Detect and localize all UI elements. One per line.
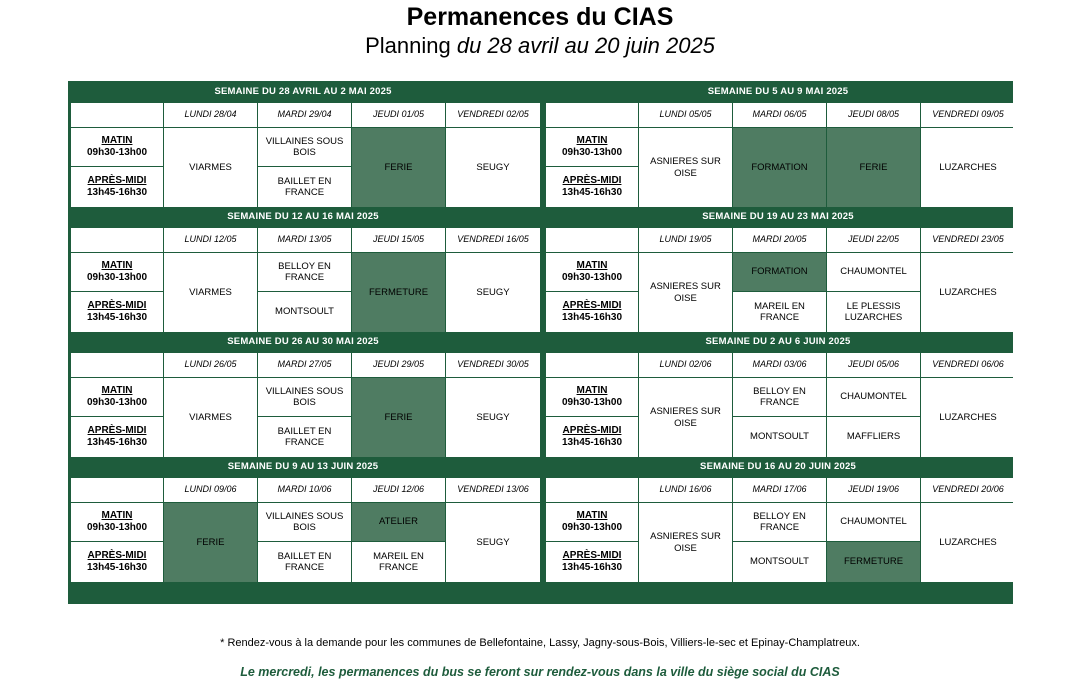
wednesday-note: Le mercredi, les permanences du bus se feront sur rendez-vous dans la ville du siège social du CIAS bbox=[240, 665, 840, 679]
empty-corner-cell bbox=[546, 228, 638, 252]
schedule-cell: VIARMES bbox=[164, 253, 257, 332]
afternoon-slot bbox=[546, 417, 638, 457]
afternoon-location: MONTSOULT bbox=[258, 292, 351, 332]
schedule-cell: FORMATION bbox=[733, 128, 826, 207]
day-header: MARDI 10/06 bbox=[258, 478, 351, 502]
morning-label: MATIN bbox=[101, 385, 133, 396]
morning-location: BELLOY EN FRANCE bbox=[733, 378, 826, 416]
day-header: JEUDI 15/05 bbox=[352, 228, 445, 252]
week-block bbox=[543, 456, 1013, 581]
schedule-cell: ASNIERES SUR OISE bbox=[639, 128, 732, 207]
afternoon-location: BAILLET EN FRANCE bbox=[258, 542, 351, 582]
day-header: VENDREDI 16/05 bbox=[446, 228, 540, 252]
morning-time: 09h30-13h00 bbox=[86, 272, 148, 283]
morning-time: 09h30-13h00 bbox=[561, 147, 623, 158]
morning-slot bbox=[71, 128, 163, 166]
afternoon-location: MONTSOULT bbox=[733, 417, 826, 457]
day-header: VENDREDI 06/06 bbox=[921, 353, 1015, 377]
schedule-cell: SEUGY bbox=[446, 253, 540, 332]
week-grid bbox=[71, 228, 536, 329]
week-grid bbox=[546, 228, 1011, 329]
afternoon-time: 13h45-16h30 bbox=[86, 187, 148, 198]
week-block bbox=[68, 206, 538, 331]
morning-label: MATIN bbox=[101, 135, 133, 146]
morning-label: MATIN bbox=[576, 385, 608, 396]
afternoon-label: APRÈS-MIDI bbox=[87, 300, 147, 311]
empty-corner-cell bbox=[71, 228, 163, 252]
day-header: MARDI 13/05 bbox=[258, 228, 351, 252]
afternoon-time: 13h45-16h30 bbox=[561, 437, 623, 448]
day-header: MARDI 03/06 bbox=[733, 353, 826, 377]
afternoon-location: MAREIL EN FRANCE bbox=[352, 542, 445, 582]
day-header: VENDREDI 13/06 bbox=[446, 478, 540, 502]
afternoon-time: 13h45-16h30 bbox=[86, 312, 148, 323]
morning-slot bbox=[546, 378, 638, 416]
morning-location: ATELIER bbox=[352, 503, 445, 541]
week-header: SEMAINE DU 12 AU 16 MAI 2025 bbox=[227, 211, 379, 222]
week-grid bbox=[546, 478, 1011, 579]
schedule-cell: FERIE bbox=[827, 128, 920, 207]
schedule-cell: SEUGY bbox=[446, 128, 540, 207]
schedule-cell: LUZARCHES bbox=[921, 378, 1015, 457]
week-header: SEMAINE DU 9 AU 13 JUIN 2025 bbox=[227, 461, 379, 472]
week-header: SEMAINE DU 16 AU 20 JUIN 2025 bbox=[700, 461, 856, 472]
week-block bbox=[68, 456, 538, 581]
week-block bbox=[543, 81, 1013, 206]
afternoon-time: 13h45-16h30 bbox=[86, 437, 148, 448]
day-header: LUNDI 28/04 bbox=[164, 103, 257, 127]
day-header: MARDI 06/05 bbox=[733, 103, 826, 127]
empty-corner-cell bbox=[71, 103, 163, 127]
afternoon-location: MAFFLIERS bbox=[827, 417, 920, 457]
morning-location: CHAUMONTEL bbox=[827, 503, 920, 541]
afternoon-slot bbox=[71, 292, 163, 332]
morning-label: MATIN bbox=[576, 260, 608, 271]
empty-corner-cell bbox=[71, 478, 163, 502]
day-header: VENDREDI 30/05 bbox=[446, 353, 540, 377]
day-header: LUNDI 26/05 bbox=[164, 353, 257, 377]
page-title: Permanences du CIAS bbox=[406, 3, 674, 31]
subtitle-range: du 28 avril au 20 juin 2025 bbox=[456, 33, 715, 58]
day-header: JEUDI 05/06 bbox=[827, 353, 920, 377]
afternoon-label: APRÈS-MIDI bbox=[87, 550, 147, 561]
afternoon-slot bbox=[71, 542, 163, 582]
week-grid bbox=[546, 103, 1011, 204]
morning-slot bbox=[546, 253, 638, 291]
afternoon-slot bbox=[546, 292, 638, 332]
morning-slot bbox=[546, 128, 638, 166]
schedule-cell: FERIE bbox=[164, 503, 257, 582]
morning-location: BELLOY EN FRANCE bbox=[258, 253, 351, 291]
afternoon-time: 13h45-16h30 bbox=[86, 562, 148, 573]
page-subtitle bbox=[0, 33, 1080, 59]
afternoon-label: APRÈS-MIDI bbox=[562, 550, 622, 561]
day-header: JEUDI 29/05 bbox=[352, 353, 445, 377]
week-block bbox=[68, 81, 538, 206]
week-block bbox=[543, 206, 1013, 331]
afternoon-location: MAREIL EN FRANCE bbox=[733, 292, 826, 332]
day-header: MARDI 20/05 bbox=[733, 228, 826, 252]
empty-corner-cell bbox=[546, 478, 638, 502]
morning-time: 09h30-13h00 bbox=[561, 522, 623, 533]
afternoon-label: APRÈS-MIDI bbox=[562, 425, 622, 436]
morning-location: BELLOY EN FRANCE bbox=[733, 503, 826, 541]
day-header: JEUDI 19/06 bbox=[827, 478, 920, 502]
day-header: LUNDI 12/05 bbox=[164, 228, 257, 252]
week-header: SEMAINE DU 19 AU 23 MAI 2025 bbox=[702, 211, 854, 222]
afternoon-slot bbox=[71, 417, 163, 457]
morning-location: CHAUMONTEL bbox=[827, 378, 920, 416]
planning-board bbox=[68, 81, 1013, 604]
week-grid bbox=[546, 353, 1011, 454]
schedule-cell: LUZARCHES bbox=[921, 128, 1015, 207]
morning-slot bbox=[71, 503, 163, 541]
afternoon-location: FERMETURE bbox=[827, 542, 920, 582]
day-header: MARDI 17/06 bbox=[733, 478, 826, 502]
afternoon-slot bbox=[546, 167, 638, 207]
schedule-cell: SEUGY bbox=[446, 503, 540, 582]
afternoon-label: APRÈS-MIDI bbox=[562, 175, 622, 186]
schedule-cell: LUZARCHES bbox=[921, 253, 1015, 332]
morning-label: MATIN bbox=[101, 510, 133, 521]
afternoon-label: APRÈS-MIDI bbox=[562, 300, 622, 311]
morning-label: MATIN bbox=[101, 260, 133, 271]
morning-location: FORMATION bbox=[733, 253, 826, 291]
empty-corner-cell bbox=[71, 353, 163, 377]
empty-corner-cell bbox=[546, 103, 638, 127]
afternoon-label: APRÈS-MIDI bbox=[87, 175, 147, 186]
day-header: VENDREDI 20/06 bbox=[921, 478, 1015, 502]
schedule-cell: FERMETURE bbox=[352, 253, 445, 332]
afternoon-location: BAILLET EN FRANCE bbox=[258, 417, 351, 457]
morning-time: 09h30-13h00 bbox=[86, 522, 148, 533]
week-header: SEMAINE DU 2 AU 6 JUIN 2025 bbox=[705, 336, 851, 347]
morning-location: VILLAINES SOUS BOIS bbox=[258, 378, 351, 416]
afternoon-location: MONTSOULT bbox=[733, 542, 826, 582]
week-grid bbox=[71, 353, 536, 454]
schedule-cell: VIARMES bbox=[164, 378, 257, 457]
day-header: LUNDI 09/06 bbox=[164, 478, 257, 502]
schedule-cell: FERIE bbox=[352, 378, 445, 457]
schedule-cell: ASNIERES SUR OISE bbox=[639, 378, 732, 457]
schedule-cell: SEUGY bbox=[446, 378, 540, 457]
day-header: VENDREDI 02/05 bbox=[446, 103, 540, 127]
schedule-cell: ASNIERES SUR OISE bbox=[639, 253, 732, 332]
footnote: * Rendez-vous à la demande pour les communes de Bellefontaine, Lassy, Jagny-sous-Bois, Villiers-le-sec et Epinay-Champlatreux. bbox=[220, 637, 860, 649]
afternoon-time: 13h45-16h30 bbox=[561, 312, 623, 323]
morning-slot bbox=[71, 253, 163, 291]
day-header: VENDREDI 23/05 bbox=[921, 228, 1015, 252]
schedule-cell: ASNIERES SUR OISE bbox=[639, 503, 732, 582]
afternoon-time: 13h45-16h30 bbox=[561, 187, 623, 198]
week-header: SEMAINE DU 26 AU 30 MAI 2025 bbox=[227, 336, 379, 347]
day-header: JEUDI 12/06 bbox=[352, 478, 445, 502]
day-header: JEUDI 22/05 bbox=[827, 228, 920, 252]
morning-time: 09h30-13h00 bbox=[86, 397, 148, 408]
morning-location: CHAUMONTEL bbox=[827, 253, 920, 291]
day-header: JEUDI 08/05 bbox=[827, 103, 920, 127]
week-block bbox=[68, 331, 538, 456]
schedule-cell: FERIE bbox=[352, 128, 445, 207]
morning-slot bbox=[546, 503, 638, 541]
morning-time: 09h30-13h00 bbox=[561, 272, 623, 283]
afternoon-time: 13h45-16h30 bbox=[561, 562, 623, 573]
day-header: LUNDI 19/05 bbox=[639, 228, 732, 252]
afternoon-slot bbox=[546, 542, 638, 582]
day-header: JEUDI 01/05 bbox=[352, 103, 445, 127]
morning-location: VILLAINES SOUS BOIS bbox=[258, 503, 351, 541]
schedule-cell: LUZARCHES bbox=[921, 503, 1015, 582]
morning-label: MATIN bbox=[576, 510, 608, 521]
week-grid bbox=[71, 478, 536, 579]
day-header: LUNDI 05/05 bbox=[639, 103, 732, 127]
empty-corner-cell bbox=[546, 353, 638, 377]
morning-slot bbox=[71, 378, 163, 416]
morning-time: 09h30-13h00 bbox=[86, 147, 148, 158]
afternoon-slot bbox=[71, 167, 163, 207]
schedule-cell: VIARMES bbox=[164, 128, 257, 207]
day-header: LUNDI 02/06 bbox=[639, 353, 732, 377]
week-grid bbox=[71, 103, 536, 204]
afternoon-label: APRÈS-MIDI bbox=[87, 425, 147, 436]
week-block bbox=[543, 331, 1013, 456]
week-header: SEMAINE DU 5 AU 9 MAI 2025 bbox=[707, 86, 849, 97]
afternoon-location: BAILLET EN FRANCE bbox=[258, 167, 351, 207]
day-header: MARDI 27/05 bbox=[258, 353, 351, 377]
afternoon-location: LE PLESSIS LUZARCHES bbox=[827, 292, 920, 332]
morning-time: 09h30-13h00 bbox=[561, 397, 623, 408]
morning-label: MATIN bbox=[576, 135, 608, 146]
day-header: MARDI 29/04 bbox=[258, 103, 351, 127]
day-header: VENDREDI 09/05 bbox=[921, 103, 1015, 127]
subtitle-prefix: Planning bbox=[365, 33, 451, 58]
morning-location: VILLAINES SOUS BOIS bbox=[258, 128, 351, 166]
day-header: LUNDI 16/06 bbox=[639, 478, 732, 502]
week-header: SEMAINE DU 28 AVRIL AU 2 MAI 2025 bbox=[214, 86, 392, 97]
